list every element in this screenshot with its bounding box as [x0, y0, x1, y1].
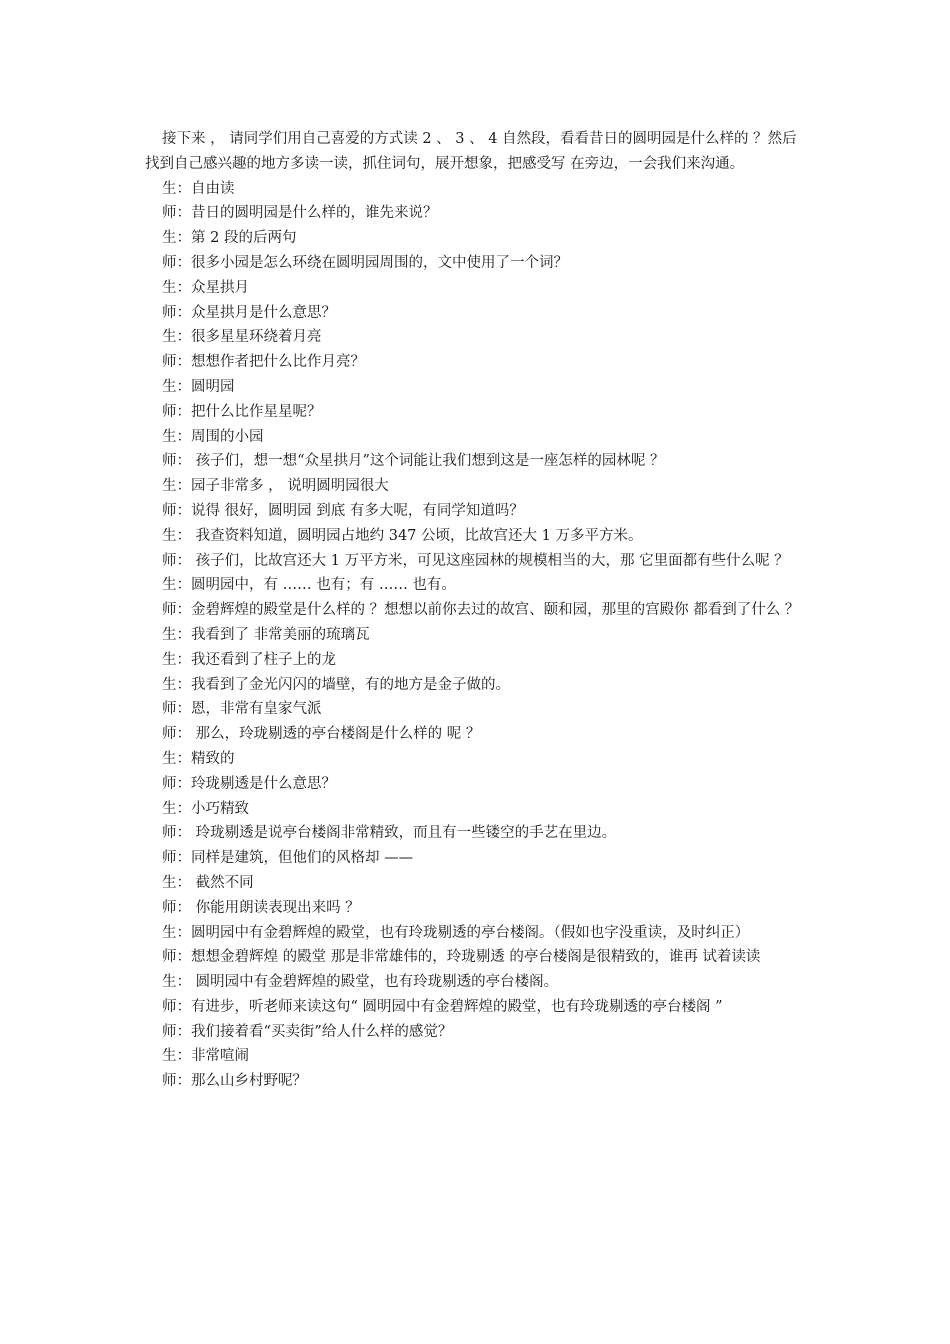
dialogue-line: 师：有进步，听老师来读这句“ 圆明园中有金碧辉煌的殿堂，也有玲珑剔透的亭台楼阁 ”: [162, 998, 723, 1015]
dialogue-line: 师：那么山乡村野呢？: [162, 1073, 307, 1090]
dialogue-line: 生：小巧精致: [162, 800, 249, 817]
dialogue-line: 师：恩，非常有皇家气派: [162, 701, 322, 718]
dialogue-line: 师：同样是建筑，但他们的风格却 ——: [162, 850, 414, 867]
dialogue-line: 生：很多星星环绕着月亮: [162, 329, 322, 346]
dialogue-line: 师：想想作者把什么比作月亮？: [162, 354, 365, 371]
dialogue-line: 生：周围的小园: [162, 428, 264, 445]
dialogue-line: 生：圆明园: [162, 378, 235, 395]
dialogue-line: 师：把什么比作星星呢？: [162, 403, 322, 420]
dialogue-line: 师： 孩子们，想一想“众星拱月”这个词能让我们想到这是一座怎样的园林呢 ？: [162, 453, 665, 470]
dialogue-line: 师：想想金碧辉煌 的殿堂 那是非常雄伟的，玲珑剔透 的亭台楼阁是很精致的，谁再 试着读读: [162, 949, 761, 966]
dialogue-line: 师：我们接着看“买卖街”给人什么样的感觉？: [162, 1023, 453, 1040]
dialogue-line: 师：金碧辉煌的殿堂是什么样的 ？想想以前你去过的故宫、颐和园，那里的宫殿你 都看到了什么 ？: [162, 602, 800, 619]
dialogue-line: 师： 玲珑剔透是说亭台楼阁非常精致，而且有一些镂空的手艺在里边。: [162, 825, 617, 842]
dialogue-line: 生：非常喧闹: [162, 1048, 249, 1065]
dialogue-line: 生：众星拱月: [162, 279, 249, 296]
dialogue-line: 生：第 2 段的后两句: [162, 230, 297, 247]
dialogue-line: 师： 那么，玲珑剔透的亭台楼阁是什么样的 呢 ？: [162, 726, 481, 743]
dialogue-line: 生：我看到了 非常美丽的琉璃瓦: [162, 626, 370, 643]
dialogue-line: 生：我还看到了柱子上的龙: [162, 651, 336, 668]
dialogue-line: 生：圆明园中，有 …… 也有；有 …… 也有。: [162, 577, 456, 594]
document-body: [145, 127, 807, 1094]
intro-paragraph: 接下来 ， 请同学们用自己喜爱的方式读 2 、 3 、 4 自然段，看看昔日的圆明园是什么样的 ？然后找到自己感兴趣的地方多读一读，抓住词句，展开想象，把感受写 在旁边，一会我们来沟通。: [145, 131, 797, 172]
dialogue-line: 生： 圆明园中有金碧辉煌的殿堂，也有玲珑剔透的亭台楼阁。: [162, 974, 559, 991]
dialogue-line: 师：昔日的圆明园是什么样的，谁先来说？: [162, 205, 438, 222]
dialogue-line: 师： 孩子们，比故宫还大 1 万平方米，可见这座园林的规模相当的大，那 它里面都有些什么呢 ？: [162, 552, 789, 569]
dialogue-line: 师： 你能用朗读表现出来吗 ？: [162, 899, 360, 916]
dialogue-line: 生： 截然不同: [162, 874, 254, 891]
dialogue-line: 生：园子非常多 ， 说明圆明园很大: [162, 478, 389, 495]
dialogue-line: 生：精致的: [162, 750, 235, 767]
dialogue-line: 师：很多小园是怎么环绕在圆明园周围的，文中使用了一个词？: [162, 254, 568, 271]
dialogue-line: 师：众星拱月是什么意思？: [162, 304, 336, 321]
dialogue-line: 师：说得 很好，圆明园 到底 有多大呢，有同学知道吗？: [162, 502, 524, 519]
dialogue-line: 生：自由读: [162, 180, 235, 197]
dialogue-line: 生：圆明园中有金碧辉煌的殿堂，也有玲珑剔透的亭台楼阁。（假如也字没重读，及时纠正）: [162, 924, 750, 941]
dialogue-line: 生：我看到了金光闪闪的墙壁，有的地方是金子做的。: [162, 676, 510, 693]
dialogue-line: 师：玲珑剔透是什么意思？: [162, 775, 336, 792]
dialogue-line: 生： 我查资料知道，圆明园占地约 347 公顷，比故宫还大 1 万多平方米。: [162, 527, 643, 544]
